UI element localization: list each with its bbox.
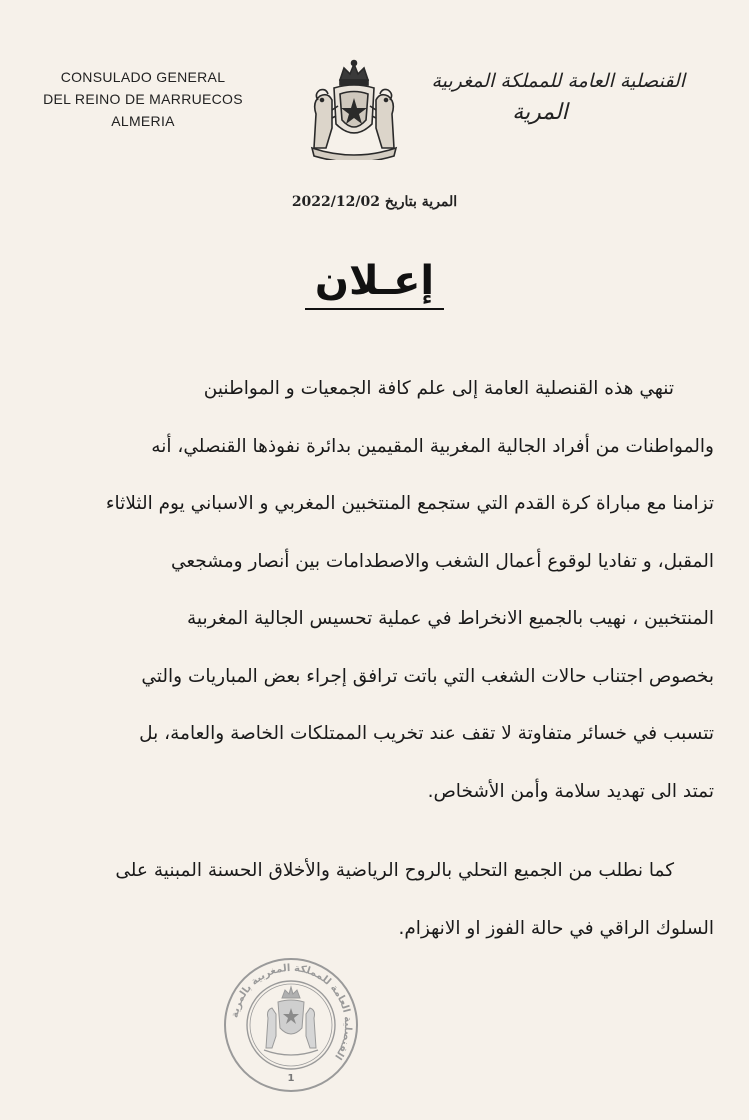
body-line: المقبل، و تفاديا لوقوع أعمال الشغب والاصطدامات بين أنصار ومشجعي: [170, 550, 714, 572]
body-line: تنهي هذه القنصلية العامة إلى علم كافة الجمعيات و المواطنين: [203, 378, 674, 399]
body-line: المنتخبين ، نهيب بالجميع الانخراط في عملية تحسيس الجالية المغربية: [186, 608, 714, 629]
seal-ring-text: القنصلية العامة للمملكة المغربية بالمرية: [229, 962, 354, 1062]
paragraph-gap: [54, 820, 714, 842]
moroccan-coat-of-arms-icon: [300, 58, 408, 160]
body-line: تزامنا مع مباراة كرة القدم التي ستجمع المنتخبين المغربي و الاسباني يوم الثلاثاء: [105, 493, 714, 514]
consulate-header-spanish: [18, 66, 268, 132]
document-date: المرية بتاريخ 2022/12/02: [291, 194, 458, 210]
body-line: تتسبب في خسائر متفاوتة لا تقف عند تخريب الممتلكات الخاصة والعامة، بل: [139, 723, 714, 744]
header-left-line-1: CONSULADO GENERAL: [60, 69, 226, 85]
announcement-title: [0, 258, 749, 304]
body-line: تمتد الى تهديد سلامة وأمن الأشخاص.: [427, 780, 714, 802]
header-right-line-2: المرية: [512, 100, 568, 125]
header-right-line-1: القنصلية العامة للمملكة المغربية: [431, 70, 685, 92]
announcement-body: [54, 360, 714, 957]
announcement-title-text: إعـلان: [305, 258, 444, 310]
body-line: كما نطلب من الجميع التحلي بالروح الرياضية والأخلاق الحسنة المبنية على: [115, 860, 674, 881]
header-left-line-2: DEL REINO DE MARRUECOS: [43, 91, 243, 107]
body-line: بخصوص اجتناب حالات الشغب التي باتت ترافق إجراء بعض المباريات والتي: [141, 665, 714, 687]
body-line: السلوك الراقي في حالة الفوز او الانهزام.: [398, 917, 714, 939]
seal-number: 1: [287, 1073, 295, 1084]
consulate-header-arabic: [431, 66, 685, 130]
body-line: والمواطنات من أفراد الجالية المغربية المقيمين بدائرة نفوذها القنصلي، أنه: [151, 435, 714, 457]
header-left-line-3: ALMERIA: [111, 113, 175, 129]
